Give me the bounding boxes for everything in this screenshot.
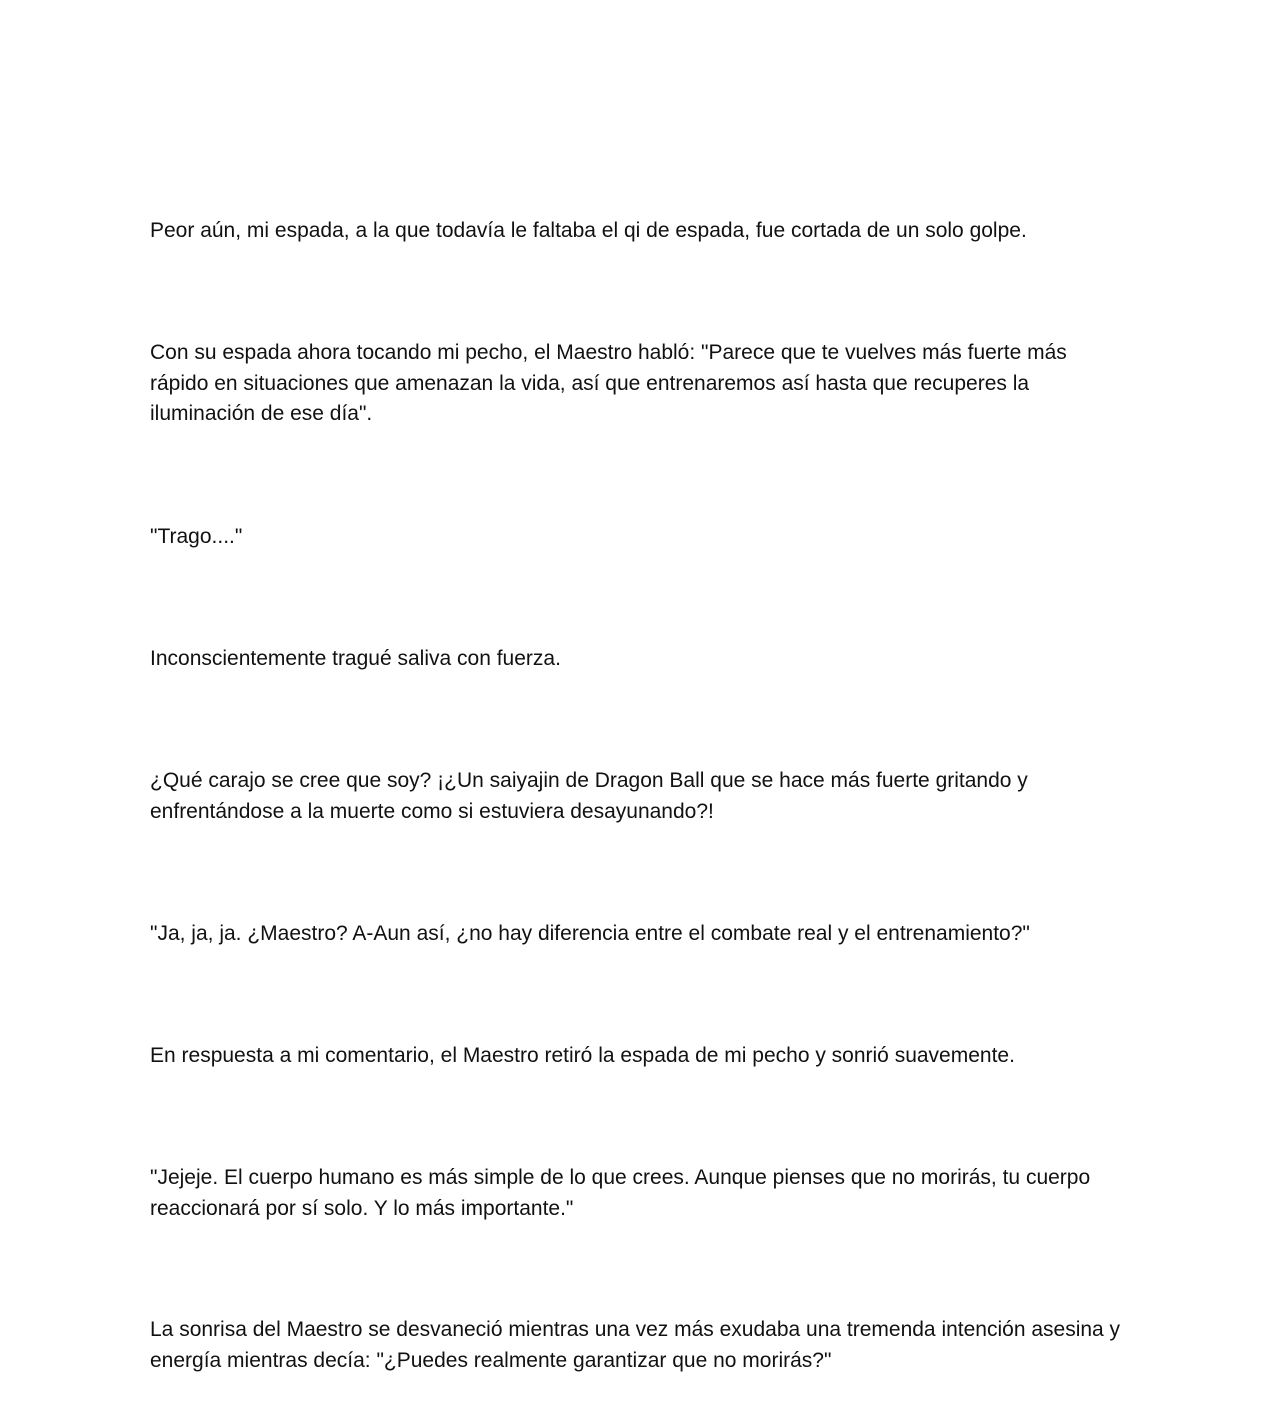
paragraph: "Jejeje. El cuerpo humano es más simple de lo que crees. Aunque pienses que no morirás, tu cuerpo reaccionará por sí solo. Y lo más importante.": [150, 1166, 1091, 1220]
paragraph: ¿Qué carajo se cree que soy? ¡¿Un saiyajin de Dragon Ball que se hace más fuerte gritando y enfrentándose a la muerte como si estuviera desayunando?!: [150, 769, 1028, 823]
paragraph: Inconscientemente tragué saliva con fuerza.: [150, 647, 561, 670]
paragraph: Peor aún, mi espada, a la que todavía le faltaba el qi de espada, fue cortada de un solo golpe.: [150, 219, 1027, 242]
paragraph: Con su espada ahora tocando mi pecho, el Maestro habló: "Parece que te vuelves más fuerte más rápido en situaciones que amenazan la vida, así que entrenaremos así hasta que recuperes la iluminación de ese día".: [150, 341, 1067, 425]
paragraph: En respuesta a mi comentario, el Maestro retiró la espada de mi pecho y sonrió suavemente.: [150, 1044, 1015, 1067]
paragraph: "Ja, ja, ja. ¿Maestro? A-Aun así, ¿no hay diferencia entre el combate real y el entrenamiento?": [150, 922, 1030, 945]
paragraph: La sonrisa del Maestro se desvaneció mientras una vez más exudaba una tremenda intención asesina y energía mientras decía: "¿Puedes realmente garantizar que no morirás?": [150, 1318, 1121, 1372]
paragraph: "Trago....": [150, 525, 243, 548]
